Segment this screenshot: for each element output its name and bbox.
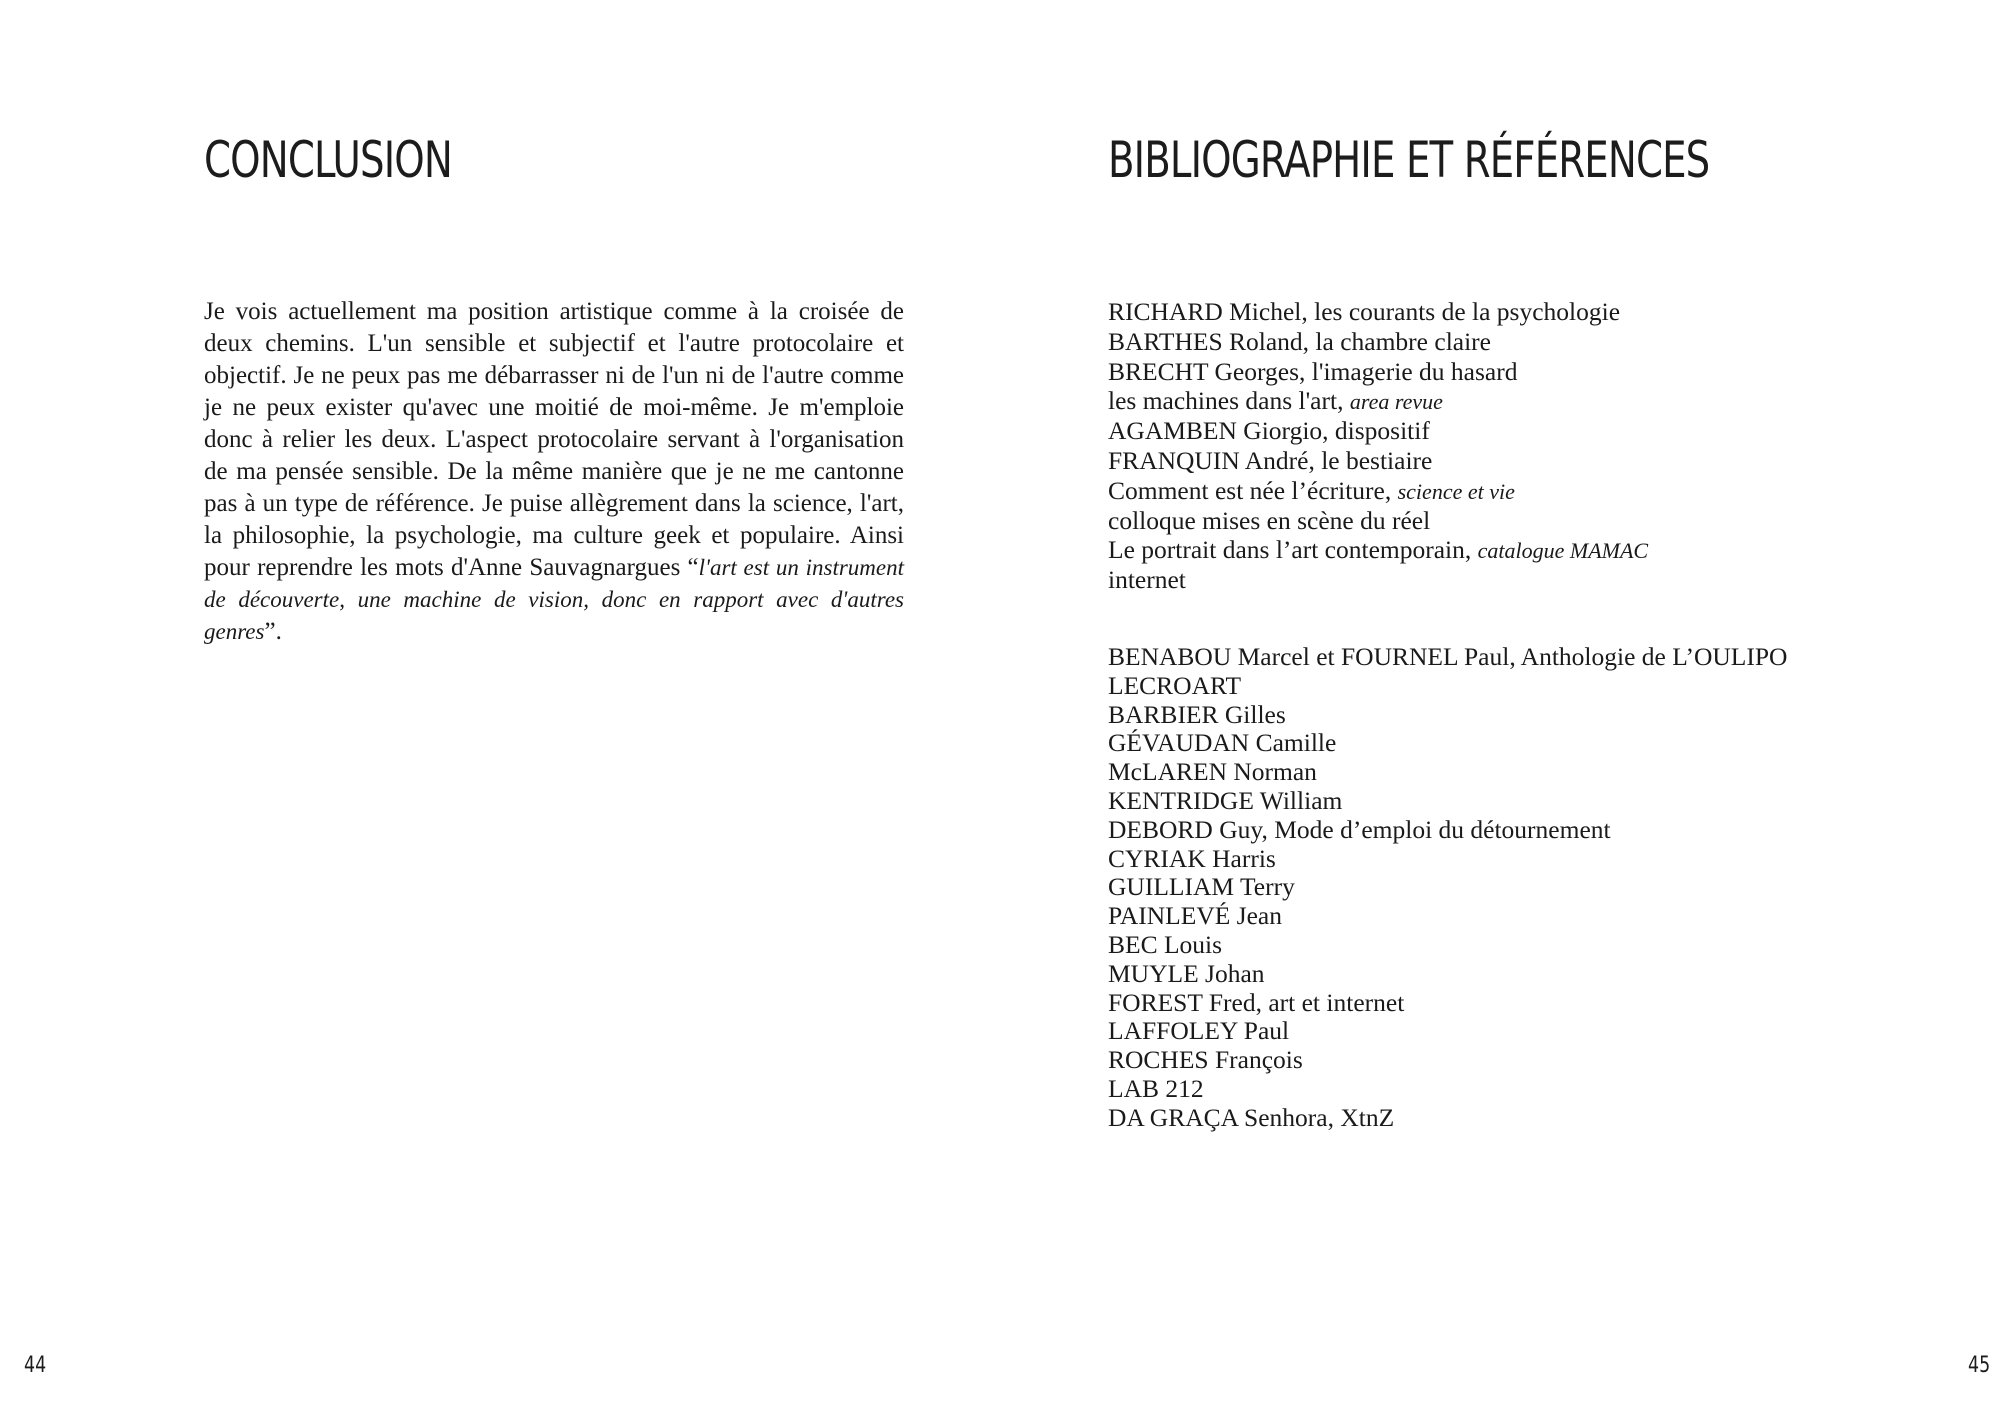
reference-entry: LAFFOLEY Paul [1108, 1016, 1290, 1046]
bibliography-heading: BIBLIOGRAPHIE ET RÉFÉRENCES [1108, 131, 1710, 189]
page-number-right: 45 [1967, 1353, 1990, 1378]
bibliography-entry-text: Le portrait dans l’art contemporain, [1108, 535, 1478, 565]
reference-entry: BENABOU Marcel et FOURNEL Paul, Anthologie de L’OULIPO [1108, 642, 1788, 671]
sauvagnargues-quote: l'art est un instrument de découverte, une machine de vision, donc en rapport avec d'autres genres [204, 555, 905, 644]
reference-entry: DA GRAÇA Senhora, XtnZ [1108, 1102, 1395, 1132]
bibliography-entry [1108, 328, 1648, 358]
bibliography-entry [1108, 536, 1648, 566]
bibliography-entry [1108, 477, 1648, 507]
bibliography-entry-note: science et vie [1397, 478, 1515, 504]
bibliography-entry-text: FRANQUIN André, le bestiaire [1108, 445, 1433, 475]
bibliography-entry [1108, 387, 1648, 417]
reference-entry: McLAREN Norman [1108, 757, 1317, 787]
bibliography-entry [1108, 298, 1648, 328]
bibliography-entry [1108, 358, 1648, 388]
bibliography-entry-note: catalogue MAMAC [1477, 538, 1649, 564]
bibliography-entry [1108, 417, 1648, 447]
quote-closing: ”. [264, 618, 282, 645]
reference-entry: ROCHES François [1108, 1045, 1303, 1075]
bibliography-entry-note: area revue [1349, 389, 1443, 415]
reference-entry: BEC Louis [1108, 929, 1223, 959]
bibliography-entry-text: AGAMBEN Giorgio, dispositif [1108, 416, 1430, 446]
conclusion-text: Je vois actuellement ma position artistique comme à la croisée de deux chemins. L'un sensible et subjectif et l'autre protocolaire et objectif. Je ne peux pas me débarrasser ni de l'un ni de l'autre comme je ne peux exister qu'avec une moitié de moi-même. Je m'emploie donc à relier les deux. L'aspect protocolaire servant à l'organisation de ma pensée sensible. De la même manière que je ne me cantonne pas à un type de référence. Je puise allègrement dans la science, l'art, la philosophie, la psychologie, ma culture geek et populaire. Ainsi pour reprendre les mots d'Anne Sauvagnargues “ [204, 298, 904, 581]
bibliography-entry [1108, 566, 1648, 596]
bibliography-entry-text: colloque mises en scène du réel [1108, 505, 1431, 535]
reference-entry: GÉVAUDAN Camille [1108, 728, 1337, 758]
bibliography-entry-text: Comment est née l’écriture, [1108, 475, 1398, 505]
reference-entry: CYRIAK Harris [1108, 843, 1276, 873]
bibliography-list-references [1108, 643, 1787, 1133]
reference-entry: MUYLE Johan [1108, 958, 1265, 988]
bibliography-entry-text: BARTHES Roland, la chambre claire [1108, 326, 1491, 356]
bibliography-entry-text: RICHARD Michel, les courants de la psychologie [1108, 297, 1621, 326]
reference-entry: BARBIER Gilles [1108, 699, 1286, 729]
reference-entry: PAINLEVÉ Jean [1108, 901, 1282, 931]
bibliography-entry-text: BRECHT Georges, l'imagerie du hasard [1108, 356, 1518, 386]
reference-entry: KENTRIDGE William [1108, 785, 1343, 815]
bibliography-list-primary [1108, 298, 1648, 596]
page-number-left: 44 [24, 1353, 47, 1378]
reference-entry: FOREST Fred, art et internet [1108, 987, 1405, 1017]
reference-entry: LAB 212 [1108, 1073, 1204, 1103]
reference-entry: GUILLIAM Terry [1108, 872, 1295, 902]
right-page [1000, 0, 2000, 1419]
conclusion-paragraph [204, 296, 904, 648]
bibliography-entry [1108, 447, 1648, 477]
reference-entry: LECROART [1108, 670, 1242, 700]
bibliography-entry [1108, 507, 1648, 537]
conclusion-heading: CONCLUSION [204, 131, 452, 189]
bibliography-entry-text: les machines dans l'art, [1108, 386, 1350, 416]
reference-entry: DEBORD Guy, Mode d’emploi du détournement [1108, 814, 1611, 844]
bibliography-entry-text: internet [1108, 565, 1186, 595]
